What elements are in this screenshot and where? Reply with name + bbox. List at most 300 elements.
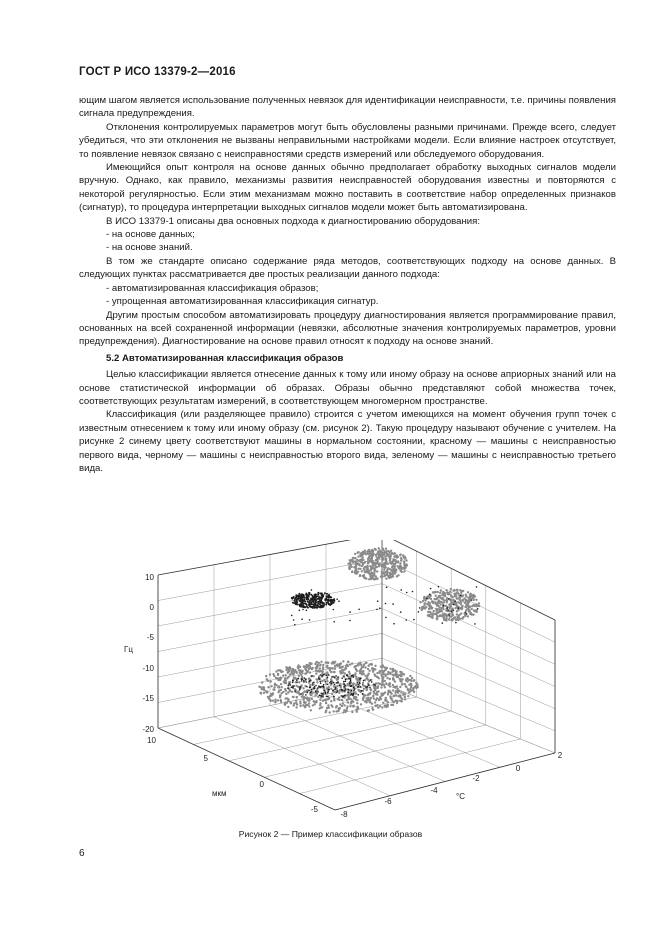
data-point bbox=[398, 690, 400, 692]
data-point bbox=[320, 601, 322, 603]
data-point bbox=[291, 615, 293, 617]
data-point bbox=[399, 562, 401, 564]
data-point bbox=[351, 662, 353, 664]
data-point bbox=[357, 664, 359, 666]
data-point bbox=[374, 564, 376, 566]
data-point bbox=[379, 696, 381, 698]
data-point bbox=[360, 686, 362, 688]
data-point bbox=[404, 564, 406, 566]
data-point bbox=[317, 593, 319, 595]
data-point bbox=[367, 678, 369, 680]
data-point bbox=[390, 550, 392, 552]
data-point bbox=[385, 603, 387, 605]
data-point bbox=[359, 662, 361, 664]
data-point bbox=[405, 619, 407, 621]
data-point bbox=[273, 686, 275, 688]
data-point bbox=[305, 694, 307, 696]
data-point bbox=[461, 617, 463, 619]
data-point bbox=[435, 598, 437, 600]
data-point bbox=[334, 688, 336, 690]
data-point bbox=[452, 614, 454, 616]
data-point bbox=[292, 681, 294, 683]
data-point bbox=[398, 568, 400, 570]
data-point bbox=[355, 684, 357, 686]
data-point bbox=[381, 575, 383, 577]
data-point bbox=[311, 689, 313, 691]
data-point bbox=[359, 575, 361, 577]
data-point bbox=[478, 605, 480, 607]
data-point bbox=[365, 567, 367, 569]
data-point bbox=[308, 690, 310, 692]
data-point bbox=[344, 695, 346, 697]
section-heading: 5.2 Автоматизированная классификация образов bbox=[106, 352, 344, 364]
data-point bbox=[449, 591, 451, 593]
data-point bbox=[376, 609, 378, 611]
data-point bbox=[360, 703, 362, 705]
data-point bbox=[354, 553, 356, 555]
data-point bbox=[341, 677, 343, 679]
data-point bbox=[285, 669, 287, 671]
data-point bbox=[326, 680, 328, 682]
data-point bbox=[374, 684, 376, 686]
data-point bbox=[338, 692, 340, 694]
data-point bbox=[369, 692, 371, 694]
data-point bbox=[445, 610, 447, 612]
data-point bbox=[326, 661, 328, 663]
data-point bbox=[412, 687, 414, 689]
data-point bbox=[376, 676, 378, 678]
data-point bbox=[307, 598, 309, 600]
data-point bbox=[360, 669, 362, 671]
data-point bbox=[436, 617, 438, 619]
data-point bbox=[395, 554, 397, 556]
data-point bbox=[267, 696, 269, 698]
data-point bbox=[429, 593, 431, 595]
data-point bbox=[400, 611, 402, 613]
data-point bbox=[386, 572, 388, 574]
data-point bbox=[325, 681, 327, 683]
data-point bbox=[326, 602, 328, 604]
data-point bbox=[327, 684, 329, 686]
data-point bbox=[303, 600, 305, 602]
data-point bbox=[386, 704, 388, 706]
data-point bbox=[357, 551, 359, 553]
data-point bbox=[324, 592, 326, 594]
data-point bbox=[395, 700, 397, 702]
data-point bbox=[332, 689, 334, 691]
data-point bbox=[385, 578, 387, 580]
data-point bbox=[437, 608, 439, 610]
data-point bbox=[385, 566, 387, 568]
data-point bbox=[274, 683, 276, 685]
data-point bbox=[438, 606, 440, 608]
data-point bbox=[468, 605, 470, 607]
data-point bbox=[364, 700, 366, 702]
data-point bbox=[313, 701, 315, 703]
data-point bbox=[328, 697, 330, 699]
data-point bbox=[331, 683, 333, 685]
data-point bbox=[368, 670, 370, 672]
data-point bbox=[365, 570, 367, 572]
data-point bbox=[354, 688, 356, 690]
data-point bbox=[355, 668, 357, 670]
data-point bbox=[298, 675, 300, 677]
data-point bbox=[356, 702, 358, 704]
data-point bbox=[317, 696, 319, 698]
data-point bbox=[413, 619, 415, 621]
z-tick-label: -15 bbox=[142, 694, 154, 703]
data-point bbox=[326, 696, 328, 698]
data-point bbox=[448, 618, 450, 620]
data-point bbox=[376, 672, 378, 674]
data-point bbox=[436, 612, 438, 614]
data-point bbox=[369, 701, 371, 703]
data-point bbox=[446, 589, 448, 591]
data-point bbox=[312, 692, 314, 694]
data-point bbox=[272, 673, 274, 675]
data-point bbox=[299, 687, 301, 689]
data-point bbox=[337, 690, 339, 692]
data-point bbox=[261, 688, 263, 690]
data-point bbox=[456, 597, 458, 599]
data-point bbox=[433, 610, 435, 612]
data-point bbox=[370, 569, 372, 571]
data-point bbox=[369, 687, 371, 689]
data-point bbox=[367, 697, 369, 699]
data-point bbox=[352, 695, 354, 697]
data-point bbox=[333, 662, 335, 664]
data-point bbox=[303, 665, 305, 667]
data-point bbox=[314, 694, 316, 696]
data-point bbox=[411, 677, 413, 679]
data-point bbox=[325, 604, 327, 606]
data-point bbox=[263, 692, 265, 694]
data-point bbox=[364, 577, 366, 579]
data-point bbox=[312, 675, 314, 677]
data-point bbox=[380, 674, 382, 676]
data-point bbox=[439, 614, 441, 616]
data-point bbox=[443, 599, 445, 601]
data-point bbox=[274, 699, 276, 701]
data-point bbox=[372, 554, 374, 556]
data-point bbox=[321, 595, 323, 597]
data-point bbox=[318, 670, 320, 672]
data-point bbox=[400, 675, 402, 677]
data-point bbox=[333, 699, 335, 701]
data-point bbox=[319, 667, 321, 669]
grid-line bbox=[264, 725, 486, 777]
paragraph: Отклонения контролируемых параметров могут быть обусловлены разными причинами. Прежде всего, следует убедиться, что эти отклонения не вызваны неправильными настройками модели. Если влияние настроек отсутствует, то появление невязок связано с неисправностями средств измерений или обследуемого оборудования. bbox=[79, 121, 616, 160]
grid-line bbox=[382, 658, 555, 731]
data-point bbox=[401, 571, 403, 573]
data-point bbox=[392, 677, 394, 679]
data-point bbox=[342, 660, 344, 662]
data-point bbox=[326, 593, 328, 595]
data-point bbox=[338, 696, 340, 698]
data-point bbox=[297, 690, 299, 692]
data-point bbox=[334, 684, 336, 686]
data-point bbox=[353, 693, 355, 695]
paragraph: Имеющийся опыт контроля на основе данных обычно предполагает обработку выходных сигналов модели вручную. Однако, как правило, механизмы развития неисправностей оборудования известны и повторяются с некоторой регулярностью. Если этим механизмам можно поставить в соответствие набор определенных признаков (сигнатур), то процедура интерпретации выходных сигналов модели может быть автоматизирована. bbox=[79, 162, 616, 214]
data-point bbox=[406, 592, 408, 594]
data-point bbox=[307, 665, 309, 667]
data-point bbox=[290, 684, 292, 686]
data-point bbox=[356, 559, 358, 561]
data-point bbox=[450, 588, 452, 590]
data-point bbox=[412, 591, 414, 593]
data-point bbox=[301, 593, 303, 595]
data-point bbox=[404, 698, 406, 700]
data-point bbox=[287, 691, 289, 693]
data-point bbox=[370, 576, 372, 578]
data-point bbox=[368, 684, 370, 686]
data-point bbox=[306, 604, 308, 606]
data-point bbox=[334, 668, 336, 670]
data-point bbox=[455, 593, 457, 595]
box-edge bbox=[158, 728, 335, 810]
data-point bbox=[306, 686, 308, 688]
data-point bbox=[379, 549, 381, 551]
data-point bbox=[295, 685, 297, 687]
data-point bbox=[332, 599, 334, 601]
data-point bbox=[400, 559, 402, 561]
data-point bbox=[369, 699, 371, 701]
data-point bbox=[404, 557, 406, 559]
data-point bbox=[369, 558, 371, 560]
data-point bbox=[315, 685, 317, 687]
data-point bbox=[421, 609, 423, 611]
data-point bbox=[374, 569, 376, 571]
x-tick-label: -4 bbox=[430, 786, 438, 795]
data-point bbox=[319, 695, 321, 697]
data-point bbox=[392, 565, 394, 567]
data-point bbox=[320, 674, 322, 676]
data-point bbox=[360, 561, 362, 563]
cluster-upper-grey bbox=[347, 547, 408, 581]
data-point bbox=[385, 551, 387, 553]
data-point bbox=[346, 707, 348, 709]
data-point bbox=[364, 550, 366, 552]
data-point bbox=[290, 702, 292, 704]
data-point bbox=[403, 570, 405, 572]
data-point bbox=[447, 609, 449, 611]
data-point bbox=[315, 678, 317, 680]
data-point bbox=[453, 589, 455, 591]
data-point bbox=[316, 602, 318, 604]
data-point bbox=[408, 684, 410, 686]
data-point bbox=[341, 669, 343, 671]
data-point bbox=[404, 683, 406, 685]
data-point bbox=[349, 620, 351, 622]
data-point bbox=[415, 682, 417, 684]
data-point bbox=[314, 703, 316, 705]
data-point bbox=[367, 674, 369, 676]
data-point bbox=[289, 673, 291, 675]
data-point bbox=[310, 603, 312, 605]
data-point bbox=[319, 681, 321, 683]
x-tick-label: -6 bbox=[384, 797, 392, 806]
data-point bbox=[283, 681, 285, 683]
data-point bbox=[381, 565, 383, 567]
data-point bbox=[306, 610, 308, 612]
data-point bbox=[286, 702, 288, 704]
data-point bbox=[387, 568, 389, 570]
paragraph: В ИСО 13379-1 описаны два основных подхода к диагностированию оборудования: bbox=[106, 215, 480, 227]
data-point bbox=[300, 599, 302, 601]
data-point bbox=[405, 559, 407, 561]
data-point bbox=[295, 706, 297, 708]
data-point bbox=[306, 704, 308, 706]
data-point bbox=[342, 689, 344, 691]
data-point bbox=[314, 686, 316, 688]
data-point bbox=[385, 617, 387, 619]
data-point bbox=[359, 672, 361, 674]
data-point bbox=[299, 700, 301, 702]
data-point bbox=[323, 674, 325, 676]
data-point bbox=[333, 696, 335, 698]
data-point bbox=[296, 679, 298, 681]
data-point bbox=[328, 674, 330, 676]
data-point bbox=[379, 670, 381, 672]
data-point bbox=[374, 562, 376, 564]
data-point bbox=[277, 699, 279, 701]
data-point bbox=[362, 563, 364, 565]
data-point bbox=[322, 700, 324, 702]
data-point bbox=[387, 693, 389, 695]
data-point bbox=[475, 599, 477, 601]
data-point bbox=[472, 599, 474, 601]
data-point bbox=[424, 602, 426, 604]
data-point bbox=[258, 686, 260, 688]
data-point bbox=[413, 691, 415, 693]
data-point bbox=[442, 593, 444, 595]
data-point bbox=[437, 591, 439, 593]
plot-grid bbox=[158, 540, 555, 810]
data-point bbox=[372, 563, 374, 565]
data-point bbox=[458, 607, 460, 609]
data-point bbox=[329, 667, 331, 669]
data-point bbox=[448, 614, 450, 616]
data-point bbox=[260, 692, 262, 694]
data-point bbox=[362, 699, 364, 701]
data-point bbox=[294, 624, 296, 626]
data-point bbox=[285, 690, 287, 692]
data-point bbox=[270, 680, 272, 682]
data-point bbox=[294, 690, 296, 692]
data-point bbox=[453, 604, 455, 606]
data-point bbox=[470, 593, 472, 595]
paragraph: Целью классификации является отнесение данных к тому или иному образу на основе априорных знаний или на основе статистической информации об образах. Образы обычно представляют собой множества точек, соответствующих результатам измерений, в соответствующем многомерном пространстве. bbox=[79, 369, 616, 407]
data-point bbox=[460, 603, 462, 605]
data-point bbox=[461, 606, 463, 608]
data-point bbox=[304, 673, 306, 675]
data-point bbox=[353, 687, 355, 689]
data-point bbox=[389, 682, 391, 684]
data-point bbox=[321, 675, 323, 677]
data-point bbox=[383, 569, 385, 571]
data-point bbox=[276, 677, 278, 679]
data-point bbox=[378, 557, 380, 559]
data-point bbox=[392, 603, 394, 605]
data-point bbox=[346, 709, 348, 711]
data-point bbox=[315, 690, 317, 692]
data-point bbox=[349, 705, 351, 707]
data-point bbox=[347, 661, 349, 663]
data-point bbox=[298, 678, 300, 680]
data-point bbox=[301, 618, 303, 620]
data-point bbox=[311, 675, 313, 677]
page-number: 6 bbox=[79, 848, 85, 859]
data-point bbox=[394, 552, 396, 554]
data-point bbox=[332, 601, 334, 603]
data-point bbox=[356, 670, 358, 672]
data-point bbox=[454, 600, 456, 602]
data-point bbox=[467, 597, 469, 599]
data-point bbox=[392, 689, 394, 691]
data-point bbox=[442, 622, 444, 624]
data-point bbox=[313, 682, 315, 684]
data-point bbox=[381, 571, 383, 573]
data-point bbox=[330, 688, 332, 690]
data-point bbox=[375, 549, 377, 551]
data-point bbox=[363, 552, 365, 554]
data-point bbox=[367, 668, 369, 670]
data-point bbox=[410, 679, 412, 681]
data-point bbox=[455, 603, 457, 605]
data-point bbox=[299, 705, 301, 707]
data-point bbox=[375, 554, 377, 556]
data-point bbox=[291, 687, 293, 689]
data-point bbox=[275, 670, 277, 672]
data-point bbox=[426, 598, 428, 600]
data-point bbox=[322, 664, 324, 666]
data-point bbox=[419, 601, 421, 603]
data-point bbox=[390, 704, 392, 706]
data-point bbox=[270, 685, 272, 687]
data-point bbox=[300, 674, 302, 676]
data-point bbox=[381, 552, 383, 554]
data-point bbox=[333, 710, 335, 712]
data-point bbox=[261, 681, 263, 683]
data-point bbox=[293, 596, 295, 598]
data-point bbox=[299, 610, 301, 612]
data-point bbox=[357, 694, 359, 696]
data-point bbox=[448, 604, 450, 606]
data-point bbox=[343, 676, 345, 678]
data-point bbox=[363, 680, 365, 682]
data-point bbox=[430, 613, 432, 615]
data-point bbox=[325, 709, 327, 711]
data-point bbox=[343, 704, 345, 706]
data-point bbox=[330, 681, 332, 683]
data-point bbox=[355, 696, 357, 698]
grid-line bbox=[270, 706, 445, 782]
data-point bbox=[455, 619, 457, 621]
data-point bbox=[399, 565, 401, 567]
data-point bbox=[430, 588, 432, 590]
data-point bbox=[331, 706, 333, 708]
data-point bbox=[302, 687, 304, 689]
data-point bbox=[341, 695, 343, 697]
data-point bbox=[288, 668, 290, 670]
data-point bbox=[440, 589, 442, 591]
data-point bbox=[323, 679, 325, 681]
data-point bbox=[310, 694, 312, 696]
data-point bbox=[324, 690, 326, 692]
data-point bbox=[311, 606, 313, 608]
data-point bbox=[376, 704, 378, 706]
data-point bbox=[422, 607, 424, 609]
